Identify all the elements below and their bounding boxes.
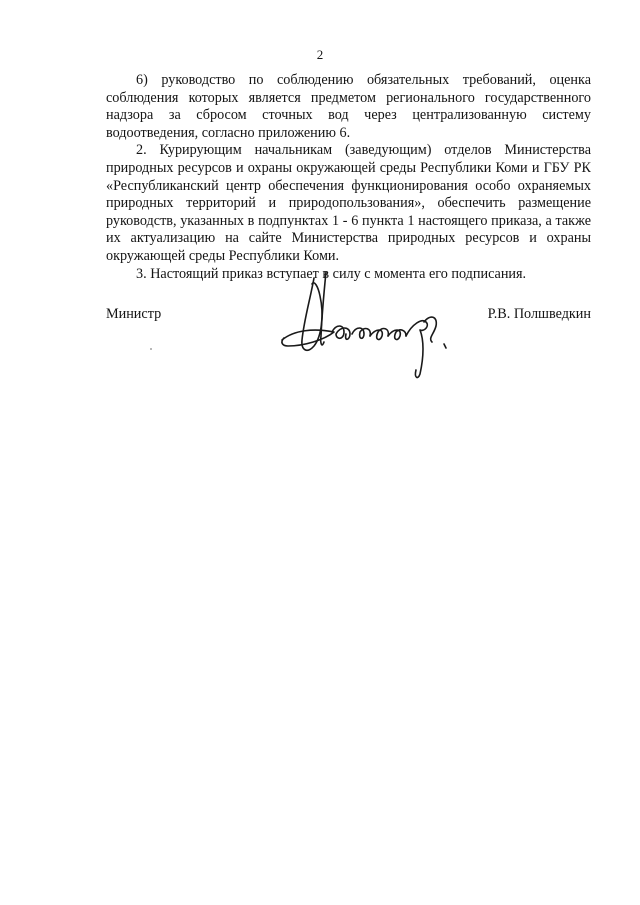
paragraph-item-6: 6) руководство по соблюдению обязательных требований, оценка соблюдения которых является предметом регионального государственного надзора за сбросом сточных вод через централизованную систему водоотведения, согласно приложению 6. bbox=[106, 72, 591, 141]
signature-block bbox=[106, 306, 591, 396]
handwritten-signature bbox=[274, 270, 474, 382]
signatory-name: Р.В. Полшведкин bbox=[487, 306, 591, 322]
scan-speck bbox=[150, 348, 152, 350]
signatory-title: Министр bbox=[106, 306, 162, 322]
document-body bbox=[106, 72, 591, 283]
paragraph-clause-2: 2. Курирующим начальникам (заведующим) отделов Министерства природных ресурсов и охраны окружающей среды Республики Коми и ГБУ РК «Республиканский центр обеспечения функционирования особо охраняемых природных территорий и природопользования», обеспечить размещение руководств, указанных в подпунктах 1 - 6 пункта 1 настоящего приказа, а также их актуализацию на сайте Министерства природных ресурсов и охраны окружающей среды Республики Коми. bbox=[106, 142, 591, 264]
paragraph-clause-3: 3. Настоящий приказ вступает в силу с момента его подписания. bbox=[136, 265, 527, 282]
page-number: 2 bbox=[316, 47, 324, 62]
